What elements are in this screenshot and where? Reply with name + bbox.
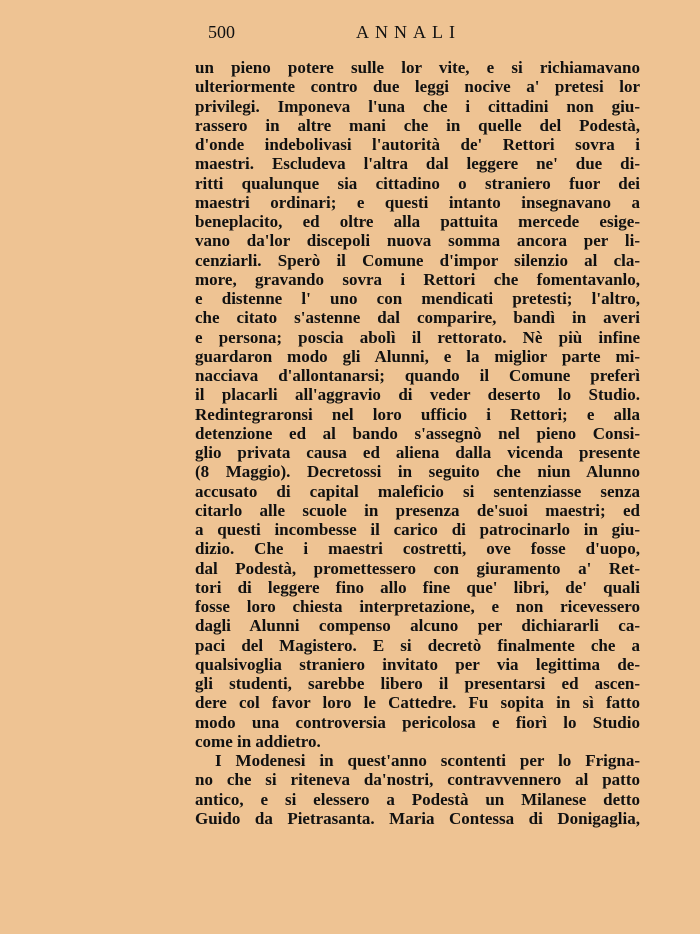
text-line: vano da'lor discepoli nuova somma ancora per li- xyxy=(195,231,640,251)
text-line: Guido da Pietrasanta. Maria Contessa di Donigaglia, xyxy=(195,808,640,828)
text-line: I Modenesi in quest'anno scontenti per lo Frigna- xyxy=(215,751,640,770)
text-line: e distenne l' uno con mendicati pretesti; l'altro, xyxy=(195,289,640,308)
text-line: ritti qualunque sia cittadino o straniero fuor dei xyxy=(195,173,640,193)
body-text xyxy=(195,58,640,828)
text-line: guardaron modo gli Alunni, e la miglior parte mi- xyxy=(195,346,640,366)
text-line: accusato di capital maleficio si sentenziasse senza xyxy=(195,481,640,501)
text-line: qualsivoglia straniero invitato per via legittima de- xyxy=(195,654,640,674)
text-line: cenziarli. Sperò il Comune d'impor silenzio al cla- xyxy=(195,250,640,270)
text-line: il placarli all'aggravio di veder deserto lo Studio. xyxy=(195,385,640,405)
text-line: ulteriormente contro due leggi nocive a' pretesi lor xyxy=(195,77,640,97)
text-line: dizio. Che i maestri costretti, ove fosse d'uopo, xyxy=(195,539,640,559)
text-line: modo una controversia pericolosa e fiorì lo Studio xyxy=(195,712,640,732)
text-line: gli studenti, sarebbe libero il presentarsi ed ascen- xyxy=(195,674,640,693)
text-line: rassero in altre mani che in quelle del Podestà, xyxy=(195,115,640,135)
page-header xyxy=(0,22,700,46)
text-line: un pieno potere sulle lor vite, e si richiamavano xyxy=(195,58,640,77)
text-line: privilegi. Imponeva l'una che i cittadini non giu- xyxy=(195,96,640,116)
text-line: (8 Maggio). Decretossi in seguito che niun Alunno xyxy=(195,462,640,482)
text-line: glio privata causa ed aliena dalla vicenda presente xyxy=(195,443,640,462)
text-line: Redintegraronsi nel loro ufficio i Rettori; e alla xyxy=(195,404,640,424)
text-line: nacciava d'allontanarsi; quando il Comune preferì xyxy=(195,366,640,385)
text-line: no che si riteneva da'nostri, contravvennero al patto xyxy=(195,770,640,790)
text-line: antico, e si elessero a Podestà un Milanese detto xyxy=(195,789,640,809)
running-head: ANNALI xyxy=(356,22,461,42)
text-line: tori di leggere fino allo fine que' libri, de' quali xyxy=(195,577,640,597)
page-number: 500 xyxy=(208,22,235,42)
text-line: paci del Magistero. E si decretò finalmente che a xyxy=(195,635,640,655)
text-line: che citato s'astenne dal comparire, bandì in averi xyxy=(195,308,640,328)
text-line: a questi incombesse il carico di patrocinarlo in giu- xyxy=(195,520,640,539)
text-line: beneplacito, ed oltre alla pattuita mercede esige- xyxy=(195,212,640,231)
text-line: dagli Alunni compenso alcuno per dichiararli ca- xyxy=(195,616,640,636)
text-line: dere col favor loro le Cattedre. Fu sopita in sì fatto xyxy=(195,693,640,713)
text-line: come in addietro. xyxy=(195,731,321,751)
text-line: citarlo alle scuole in presenza de'suoi maestri; ed xyxy=(195,500,640,520)
text-line: detenzione ed al bando s'assegnò nel pieno Consi- xyxy=(195,423,640,443)
text-line: maestri. Escludeva l'altra dal leggere ne' due di- xyxy=(195,154,640,174)
text-line: d'onde indebolivasi l'autorità de' Rettori sovra i xyxy=(195,135,640,154)
text-line: maestri ordinari; e questi intanto insegnavano a xyxy=(195,192,640,212)
text-line: more, gravando sovra i Rettori che fomentavanlo, xyxy=(195,269,640,289)
text-line: e persona; poscia abolì il rettorato. Nè più infine xyxy=(195,327,640,347)
text-line: fosse loro chiesta interpretazione, e non ricevessero xyxy=(195,597,640,616)
text-line: dal Podestà, promettessero con giuramento a' Ret- xyxy=(195,558,640,578)
